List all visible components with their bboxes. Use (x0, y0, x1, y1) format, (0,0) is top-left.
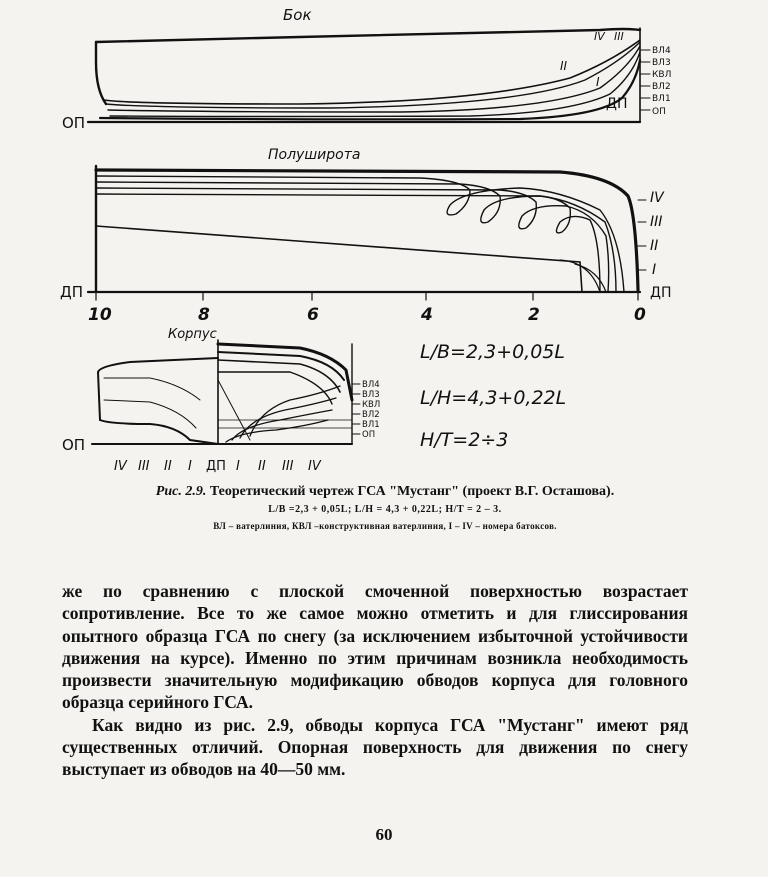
side-wl-label: ВЛ3 (652, 58, 671, 68)
body-plan-wl-label: ВЛ3 (362, 390, 380, 400)
side-view-title: Бок (283, 6, 312, 24)
body-plan-section-label: IV (114, 459, 127, 474)
axis-tick-label: 4 (421, 305, 433, 325)
body-plan-wl-label: ВЛ2 (362, 410, 380, 420)
body-plan-wl-label: КВЛ (362, 400, 381, 410)
body-plan-section-label: I (188, 459, 192, 474)
page-number: 60 (375, 825, 393, 844)
side-baseline-label: ОП (62, 114, 86, 132)
side-wl-label: ВЛ1 (652, 94, 671, 104)
caption-formula: L/B =2,3 + 0,05L; L/H = 4,3 + 0,22L; H/T = 2 – 3. (268, 504, 502, 515)
body-plan-section-label: III (138, 459, 150, 474)
axis-tick-label: 2 (528, 305, 540, 325)
body-plan-title: Корпус (168, 327, 217, 342)
formula-lb: L/B=2,3+0,05L (420, 341, 565, 363)
body-plan-wl-label: ОП (362, 430, 376, 440)
body-plan-section-label: II (258, 459, 266, 474)
caption-legend: ВЛ – ватерлиния, КВЛ –конструктивная ватерлиния, I – IV – номера батоксов. (213, 521, 557, 531)
side-wl-label: ОП (652, 107, 666, 117)
side-wl-label: ВЛ4 (652, 46, 671, 56)
figure-caption (60, 483, 710, 535)
caption-prefix: Рис. 2.9. (155, 484, 207, 499)
side-dp-label: ДП (606, 96, 628, 112)
axis-tick-label: 0 (634, 305, 646, 325)
body-plan-section-label: IV (308, 459, 321, 474)
body-plan-section-label: ДП (206, 459, 226, 474)
half-breadth-buttock-label: IV (650, 190, 664, 206)
body-plan-section-label: III (282, 459, 294, 474)
half-breadth-buttock-label: II (650, 238, 659, 254)
body-plan-baseline-label: ОП (62, 436, 86, 454)
half-breadth-buttock-label: I (652, 262, 657, 278)
side-buttock-label-iv: IV (594, 30, 605, 43)
axis-tick-label: 10 (88, 305, 112, 325)
formula-lh: L/H=4,3+0,22L (420, 387, 567, 409)
half-breadth-buttock-label: III (650, 214, 663, 230)
paragraph: Как видно из рис. 2.9, обводы корпуса ГСА "Мустанг" имеют ряд существенных отличий. Опорная поверхность для движения по снегу выступает из обводов на 40—50 мм. (62, 714, 688, 780)
caption-title: Теоретический чертеж ГСА "Мустанг" (проект В.Г. Осташова). (209, 484, 615, 499)
half-breadth-left-label: ДП (60, 283, 83, 301)
caption-title-line (156, 484, 614, 499)
half-breadth-right-dp-label: ДП (650, 285, 672, 301)
side-buttock-label-i: I (596, 75, 600, 89)
side-buttock-label-iii: III (614, 30, 624, 43)
body-plan-view (92, 340, 360, 444)
axis-tick-label: 6 (307, 305, 319, 325)
side-wl-label: ВЛ2 (652, 82, 671, 92)
body-plan-section-label: II (164, 459, 172, 474)
body-plan-wl-label: ВЛ1 (362, 420, 380, 430)
paragraph: же по сравнению с плоской смоченной поверхностью возрастает сопротивление. Все то же самое можно отметить и для глиссирования опытного образца ГСА по снегу (за исключением избыточной устойчивости движения на курсе). Именно по этим причинам возникла необходимость произвести значительную модификацию обводов корпуса для головного образца серийного ГСА. (62, 581, 688, 713)
side-buttock-label-ii: II (560, 59, 568, 73)
body-plan-wl-label: ВЛ4 (362, 380, 380, 390)
body-text (62, 580, 688, 781)
side-wl-label: КВЛ (652, 70, 672, 80)
formula-ht: H/T=2÷3 (420, 429, 509, 451)
half-breadth-view (88, 166, 646, 300)
half-breadth-title: Полуширота (268, 147, 361, 163)
axis-tick-label: 8 (198, 305, 210, 325)
body-plan-section-label: I (236, 459, 240, 474)
